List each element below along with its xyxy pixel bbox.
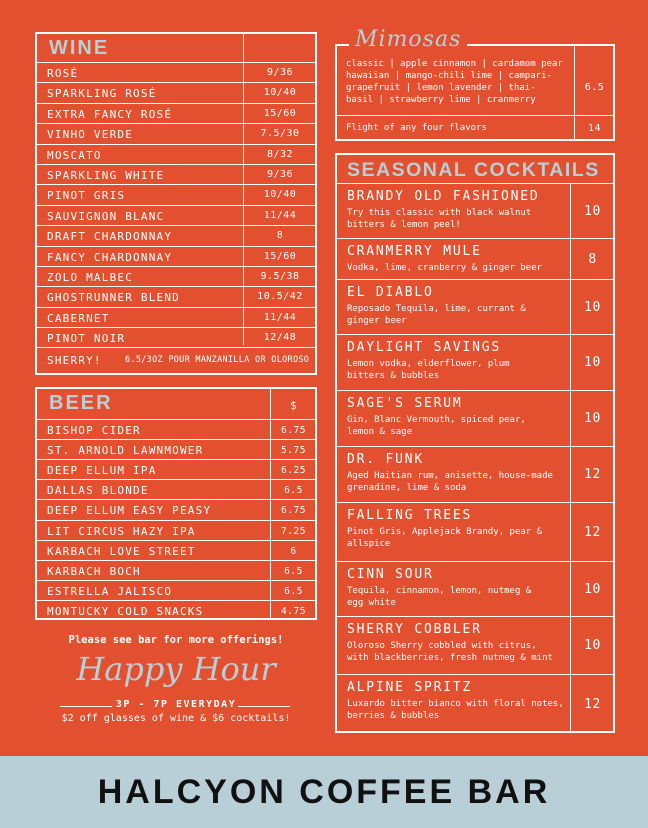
wine-section (35, 32, 317, 375)
wine-name: ROSÉ (47, 67, 79, 80)
wine-name: SAUVIGNON BLANC (47, 209, 165, 223)
wine-price: 12/48 (263, 332, 297, 344)
wine-name: GHOSTRUNNER BLEND (47, 291, 180, 305)
cocktail-text (347, 508, 569, 550)
beer-price: 5.75 (281, 445, 306, 457)
beer-row (37, 439, 315, 459)
wine-row (37, 62, 315, 82)
beer-price: 6.5 (284, 565, 303, 577)
beer-row (37, 580, 315, 600)
cocktail-desc-line: egg white (347, 598, 396, 608)
happy-hour-deal: $2 off glasses of wine & $6 cocktails! (61, 713, 291, 724)
mimosas-flavors (346, 58, 563, 106)
wine-name: DRAFT CHARDONNAY (47, 230, 173, 244)
wine-row (37, 205, 315, 225)
wine-name: EXTRA FANCY ROSÉ (47, 107, 173, 121)
wine-row (37, 286, 315, 306)
beer-name: ST. ARNOLD LAWNMOWER (47, 444, 204, 458)
mimosa-flavor-line: hawaiian | mango-chili lime | campari- (346, 71, 552, 81)
beer-price: 6.75 (281, 505, 306, 517)
wine-price: 9.5/38 (260, 271, 300, 282)
cocktail-row (337, 616, 613, 674)
beer-price: 6 (290, 545, 297, 557)
happy-hour-title: Happy Hour (76, 650, 276, 688)
cocktail-desc-line: Luxardo bitter bianco with floral notes, (347, 699, 564, 709)
cocktail-name: ALPINE SPRITZ (347, 680, 473, 695)
cocktail-desc (347, 698, 569, 722)
cocktail-desc-line: Try this classic with black walnut (347, 208, 532, 218)
cocktail-text (347, 680, 569, 722)
cocktail-price: 8 (588, 251, 597, 267)
cocktail-desc (347, 358, 569, 382)
beer-name: LIT CIRCUS HAZY IPA (47, 524, 196, 538)
wine-name: PINOT NOIR (47, 332, 126, 346)
wine-price: 11/44 (263, 311, 297, 323)
wine-price: 15/60 (263, 107, 297, 119)
cocktail-name: DAYLIGHT SAVINGS (347, 340, 502, 355)
beer-name: DALLAS BLONDE (47, 484, 149, 498)
wine-price: 9/36 (266, 67, 294, 78)
beer-name: KARBACH LOVE STREET (47, 544, 196, 558)
cocktail-desc-line: bitters & lemon peel! (347, 220, 461, 230)
cocktail-desc-line: Lemon vodka, elderflower, plum (347, 359, 510, 369)
beer-row (37, 540, 315, 560)
wine-price: 11/44 (263, 209, 297, 221)
cocktail-row (337, 561, 613, 616)
wine-name: ZOLO MALBEC (47, 271, 134, 284)
cocktail-text (347, 340, 569, 382)
cocktail-desc-line: Gin, Blanc Vermouth, spiced pear, (347, 415, 526, 425)
sherry-note: 6.5/3OZ POUR MANZANILLA OR OLOROSO (125, 355, 310, 365)
cocktail-desc-line: with blackberries, fresh nutmeg & mint (347, 653, 553, 663)
cocktail-price: 10 (584, 355, 601, 370)
cocktails-section (335, 153, 615, 733)
beer-price: 6.5 (284, 585, 303, 597)
sherry-name: SHERRY! (47, 354, 102, 367)
wine-price: 7.5/30 (260, 128, 300, 140)
wine-name: SPARKLING ROSÉ (47, 87, 157, 101)
cocktail-name: CINN SOUR (347, 567, 434, 582)
cocktail-row (337, 390, 613, 446)
cocktail-desc (347, 414, 569, 438)
cocktail-text (347, 396, 569, 438)
wine-row (37, 266, 315, 286)
wine-name: VINHO VERDE (47, 128, 134, 142)
wine-name: PINOT GRIS (47, 189, 126, 203)
wine-row (37, 103, 315, 123)
cocktail-desc-line: lemon & sage (347, 427, 413, 437)
cocktail-desc-line: allspice (347, 539, 391, 549)
beer-price: 6.5 (284, 485, 303, 497)
wine-row (37, 164, 315, 184)
beer-row (37, 479, 315, 499)
beer-price: 6.75 (281, 425, 306, 436)
cocktail-price: 10 (584, 299, 601, 315)
cocktail-text (347, 244, 569, 274)
wine-title: WINE (49, 37, 110, 59)
cocktail-name: BRANDY OLD FASHIONED (347, 189, 540, 204)
beer-price: 7.25 (281, 525, 306, 537)
cocktail-name: DR. FUNK (347, 452, 425, 467)
cocktail-row (337, 279, 613, 334)
cocktail-desc-line: ginger beer (347, 316, 407, 326)
wine-price: 8 (276, 230, 284, 242)
cocktail-row (337, 502, 613, 561)
beer-name: DEEP ELLUM EASY PEASY (47, 504, 212, 518)
cocktail-price: 10 (584, 411, 601, 426)
cocktail-name: CRANMERRY MULE (347, 244, 482, 259)
cocktail-row (337, 674, 613, 733)
cocktail-desc (347, 262, 569, 274)
more-offerings: Please see bar for more offerings! (68, 634, 284, 646)
mimosas-price: 6.5 (584, 82, 605, 93)
cocktail-text (347, 452, 569, 494)
cocktail-price: 12 (584, 524, 601, 540)
wine-name: CABERNET (47, 311, 110, 325)
wine-name: FANCY CHARDONNAY (47, 250, 173, 264)
wine-price: 8/32 (266, 148, 294, 160)
cocktail-price: 12 (584, 696, 601, 712)
cocktail-desc-line: grenadine, lime & soda (347, 483, 467, 493)
beer-name: KARBACH BOCH (47, 564, 141, 578)
cocktail-price: 10 (584, 638, 601, 653)
cocktail-row (337, 446, 613, 502)
wine-name: MOSCATO (47, 148, 102, 162)
wine-price: 10/40 (263, 87, 297, 99)
wine-row (37, 327, 315, 347)
beer-title: BEER (49, 392, 113, 414)
cocktail-desc (347, 526, 569, 550)
cocktail-name: SAGE'S SERUM (347, 396, 463, 411)
beer-price-header: $ (289, 399, 298, 412)
cocktail-price: 10 (584, 581, 601, 597)
beer-row (37, 499, 315, 519)
beer-row (37, 419, 315, 439)
wine-row (37, 184, 315, 204)
beer-name: ESTRELLA JALISCO (47, 584, 173, 598)
wine-row (37, 82, 315, 102)
cocktail-desc-line: Vodka, lime, cranberry & ginger beer (347, 263, 543, 273)
wine-price: 10.5/42 (257, 291, 303, 303)
beer-section (35, 387, 317, 620)
cocktail-desc-line: Tequila, cinnamon, lemon, nutmeg & (347, 586, 532, 596)
mimosas-section (335, 27, 615, 141)
beer-row (37, 520, 315, 540)
cocktail-text (347, 189, 569, 231)
sherry-row (37, 347, 315, 375)
cocktail-price: 10 (584, 203, 601, 219)
wine-row (37, 246, 315, 266)
mimosas-flight-price: 14 (587, 123, 602, 134)
beer-name: BISHOP CIDER (47, 424, 141, 437)
mimosas-flight-row (337, 115, 613, 141)
cocktail-desc (347, 470, 569, 494)
cocktail-row (337, 183, 613, 238)
mimosas-title: Mimosas (349, 27, 467, 52)
beer-name: DEEP ELLUM IPA (47, 464, 157, 478)
beer-row (37, 600, 315, 620)
footer-banner (0, 756, 648, 828)
cocktail-desc-line: Oloroso Sherry cobbled with citrus, (347, 641, 537, 651)
wine-row (37, 123, 315, 143)
cocktail-desc-line: Pinot Gris, Applejack Brandy, pear & (347, 527, 543, 537)
beer-row (37, 459, 315, 479)
cocktail-desc-line: Aged Haitian rum, anisette, house-made (347, 471, 553, 481)
footer-title: HALCYON COFFEE BAR (97, 772, 551, 811)
cocktail-desc (347, 207, 569, 231)
beer-price: 4.75 (281, 605, 306, 617)
beer-name: MONTUCKY COLD SNACKS (47, 604, 204, 618)
wine-row (37, 144, 315, 164)
cocktail-row (337, 238, 613, 279)
mimosa-flavor-line: basil | strawberry lime | cranmerry (346, 95, 536, 105)
wine-row (37, 225, 315, 245)
cocktail-desc-line: berries & bubbles (347, 711, 440, 721)
beer-price: 6.25 (281, 465, 306, 477)
wine-name: SPARKLING WHITE (47, 169, 165, 182)
wine-price: 9/36 (266, 169, 294, 180)
wine-price: 10/40 (263, 189, 297, 201)
wine-row (37, 307, 315, 327)
beer-row (37, 560, 315, 580)
cocktail-name: SHERRY COBBLER (347, 622, 482, 637)
cocktail-desc-line: bitters & bubbles (347, 371, 440, 381)
cocktail-desc-line: Reposado Tequila, lime, currant & (347, 304, 526, 314)
cocktail-text (347, 285, 569, 327)
mimosas-flight-label: Flight of any four flavors (346, 123, 487, 133)
cocktail-text (347, 622, 569, 664)
mimosa-flavor-line: classic | apple cinnamon | cardamom pear (346, 59, 563, 69)
cocktail-desc (347, 303, 569, 327)
cocktail-desc (347, 640, 569, 664)
cocktail-desc (347, 585, 569, 609)
cocktail-name: FALLING TREES (347, 508, 473, 523)
cocktail-text (347, 567, 569, 609)
cocktail-name: EL DIABLO (347, 285, 434, 300)
cocktails-title: SEASONAL COCKTAILS (347, 159, 600, 181)
wine-price: 15/60 (263, 250, 297, 262)
cocktail-row (337, 334, 613, 390)
cocktail-price: 12 (584, 467, 601, 482)
mimosa-flavor-line: grapefruit | lemon lavender | thai- (346, 83, 536, 93)
happy-hour-time: 3P - 7P EVERYDAY (115, 699, 237, 710)
